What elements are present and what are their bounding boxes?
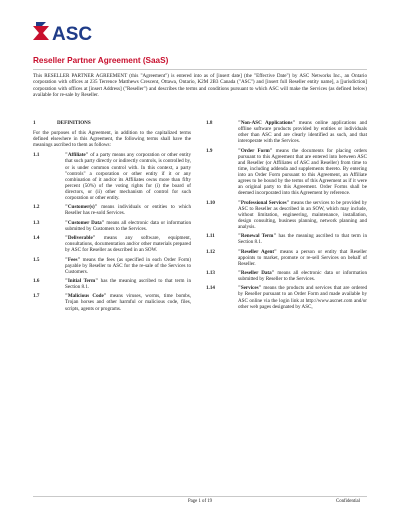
definition-item (206, 249, 367, 267)
definition-number: 1.13 (206, 270, 215, 276)
definition-item (206, 270, 367, 282)
defined-term: "Customer Data" (65, 219, 105, 226)
definition-body: means the products and services that are ordered by Reseller pursuant to an Order Form and made available by ASC online via the login link at http://www.ascnet.com and/or other web pages designated by ASC, (238, 285, 367, 310)
definition-body: means a person or entity that Reseller appoints to market, promote or re-sell Services on behalf of Reseller. (238, 248, 367, 267)
definition-number: 1.8 (206, 120, 213, 126)
section-intro: For the purposes of this Agreement, in addition to the capitalized terms defined elsewhere in this Agreement, the following terms shall have the meanings ascribed to them as follows: (33, 130, 191, 149)
definition-item (33, 204, 191, 216)
defined-term: "Renewal Term" (238, 233, 277, 240)
definition-body: means the fees (as specified in each Order Form) payable by Reseller to ASC for the re-sale of the Services to Customers. (65, 256, 191, 275)
definition-body: has the meaning ascribed to that term in Section 8.1. (65, 278, 191, 291)
definition-text (65, 278, 191, 290)
definition-number: 1.14 (206, 285, 215, 292)
definition-number: 1.7 (33, 293, 40, 300)
definition-item (33, 293, 191, 311)
definition-text (65, 257, 191, 275)
defined-term: "Affiliate" (65, 152, 89, 159)
definition-body: means the documents for placing orders pursuant to this Agreement that are entered into between ASC and Reseller (or Affiliates of ASC and Reseller) from time to time, including addenda and supplements thereto. By entering into an Order Form pursuant to this Agreement, an Affiliate agrees to be bound by the terms of this Agreement as if it were an original party to this Agreement. Order Forms shall be deemed incorporated into this Agreement by reference. (238, 147, 368, 197)
definition-item (33, 235, 191, 253)
defined-term: "Non-ASC Applications" (238, 120, 296, 126)
document-title: Reseller Partner Agreement (SaaS) (33, 56, 169, 65)
definition-text (65, 220, 191, 232)
definition-text (238, 249, 367, 267)
defined-term: "Customer(s)" (65, 204, 98, 211)
section-heading (33, 120, 191, 126)
definition-body: means the services to be provided by ASC to Reseller as described in an SOW, which may include, without limitation, engineering, maintenance, installation, design consulting, business planning, network planning and analysis. (238, 199, 367, 230)
defined-term: "Reseller Agent" (238, 248, 277, 255)
definition-number: 1.2 (33, 204, 40, 211)
definition-text (238, 285, 367, 309)
defined-term: "Deliverable" (65, 235, 96, 242)
definition-item (206, 148, 367, 197)
left-column (33, 120, 191, 315)
definition-number: 1.5 (33, 256, 40, 263)
defined-term: "Malicious Code" (65, 293, 107, 300)
defined-term: "Initial Term" (65, 278, 99, 284)
definition-item (206, 233, 367, 245)
logo-text: ASC (52, 24, 93, 44)
definition-number: 1.9 (206, 147, 213, 154)
definition-text (238, 233, 367, 245)
definition-text (238, 270, 367, 282)
definition-text (238, 120, 367, 144)
definition-number: 1.4 (33, 235, 40, 242)
definition-number: 1.6 (33, 278, 40, 284)
definition-body: of a party means any corporation or other entity that such party directly or indirectly controls, is controlled by, or is under common control with. In this context, a party "controls" a corporation or other entity if it or any combination of it and/or its Affiliates owns more than fifty percent (50%) of the voting rights for (i) the board of directors, or (ii) other mechanism of control for such corporation or other entity. (65, 152, 191, 202)
defined-term: "Fees" (65, 256, 81, 263)
defined-term: "Services" (238, 285, 262, 292)
title-divider (33, 69, 367, 70)
definition-body: means individuals or entities to which Reseller has re-sold Services. (65, 204, 191, 217)
definition-number: 1.1 (33, 152, 40, 159)
definition-text (65, 235, 191, 253)
definition-number: 1.10 (206, 199, 215, 206)
definition-body: has the meaning ascribed to that term in Section 8.1. (238, 233, 367, 246)
definition-item (33, 152, 191, 201)
definition-item (33, 257, 191, 275)
defined-term: "Reseller Data" (238, 270, 275, 276)
page-number: Page 1 of 19 (187, 499, 213, 504)
definition-text (65, 293, 191, 311)
definition-body: means all electronic data or information submitted by Customers to the Services. (65, 219, 191, 232)
definition-item (206, 120, 367, 144)
definition-body: means any software, equipment, consultations, documentation and/or other materials prepared by ASC for Reseller as described in an SOW. (65, 235, 191, 254)
definition-body: means online applications and offline software products provided by entities or individuals other than ASC and are clearly identified as such, and that interoperate with the Services. (238, 120, 367, 145)
footer-divider (33, 496, 367, 497)
definition-number: 1.11 (206, 233, 215, 240)
definition-text (65, 204, 191, 216)
asc-logo (33, 22, 113, 44)
defined-term: "Order Form" (238, 147, 273, 154)
definition-item (33, 278, 191, 290)
definition-body: means viruses, worms, time bombs, Trojan horses and other harmful or malicious code, files, scripts, agents or programs. (65, 293, 191, 312)
confidential-label: Confidential (336, 499, 360, 504)
right-column (206, 120, 367, 313)
definition-body: means all electronic data or information submitted by Reseller to the Services. (238, 270, 367, 283)
definition-item (33, 220, 191, 232)
intro-paragraph: This RESELLER PARTNER AGREEMENT (this "Agreement") is entered into as of [insert date] (the "Effective Date") by ASC Networks Inc., an Ontario corporation with offices at 235 Terrence Matthews Crescent, Ottawa, Ontario, K2M 2B3 Canada ("ASC") and [insert full Reseller entity name], a [jurisdiction] corporation with offices at [insert Address] ("Reseller") and describes the terms and conditions pursuant to which ASC will make the Services (as defined below) available for re-sale by Reseller. (33, 73, 367, 99)
section-title: DEFINITIONS (57, 120, 91, 126)
definition-text (65, 152, 191, 201)
definition-number: 1.3 (33, 219, 40, 226)
definition-text (238, 148, 367, 197)
definition-number: 1.12 (206, 248, 215, 255)
section-number: 1 (33, 120, 36, 126)
definition-item (206, 285, 367, 309)
defined-term: "Professional Services" (238, 199, 290, 206)
definition-text (238, 200, 367, 230)
definition-item (206, 200, 367, 230)
